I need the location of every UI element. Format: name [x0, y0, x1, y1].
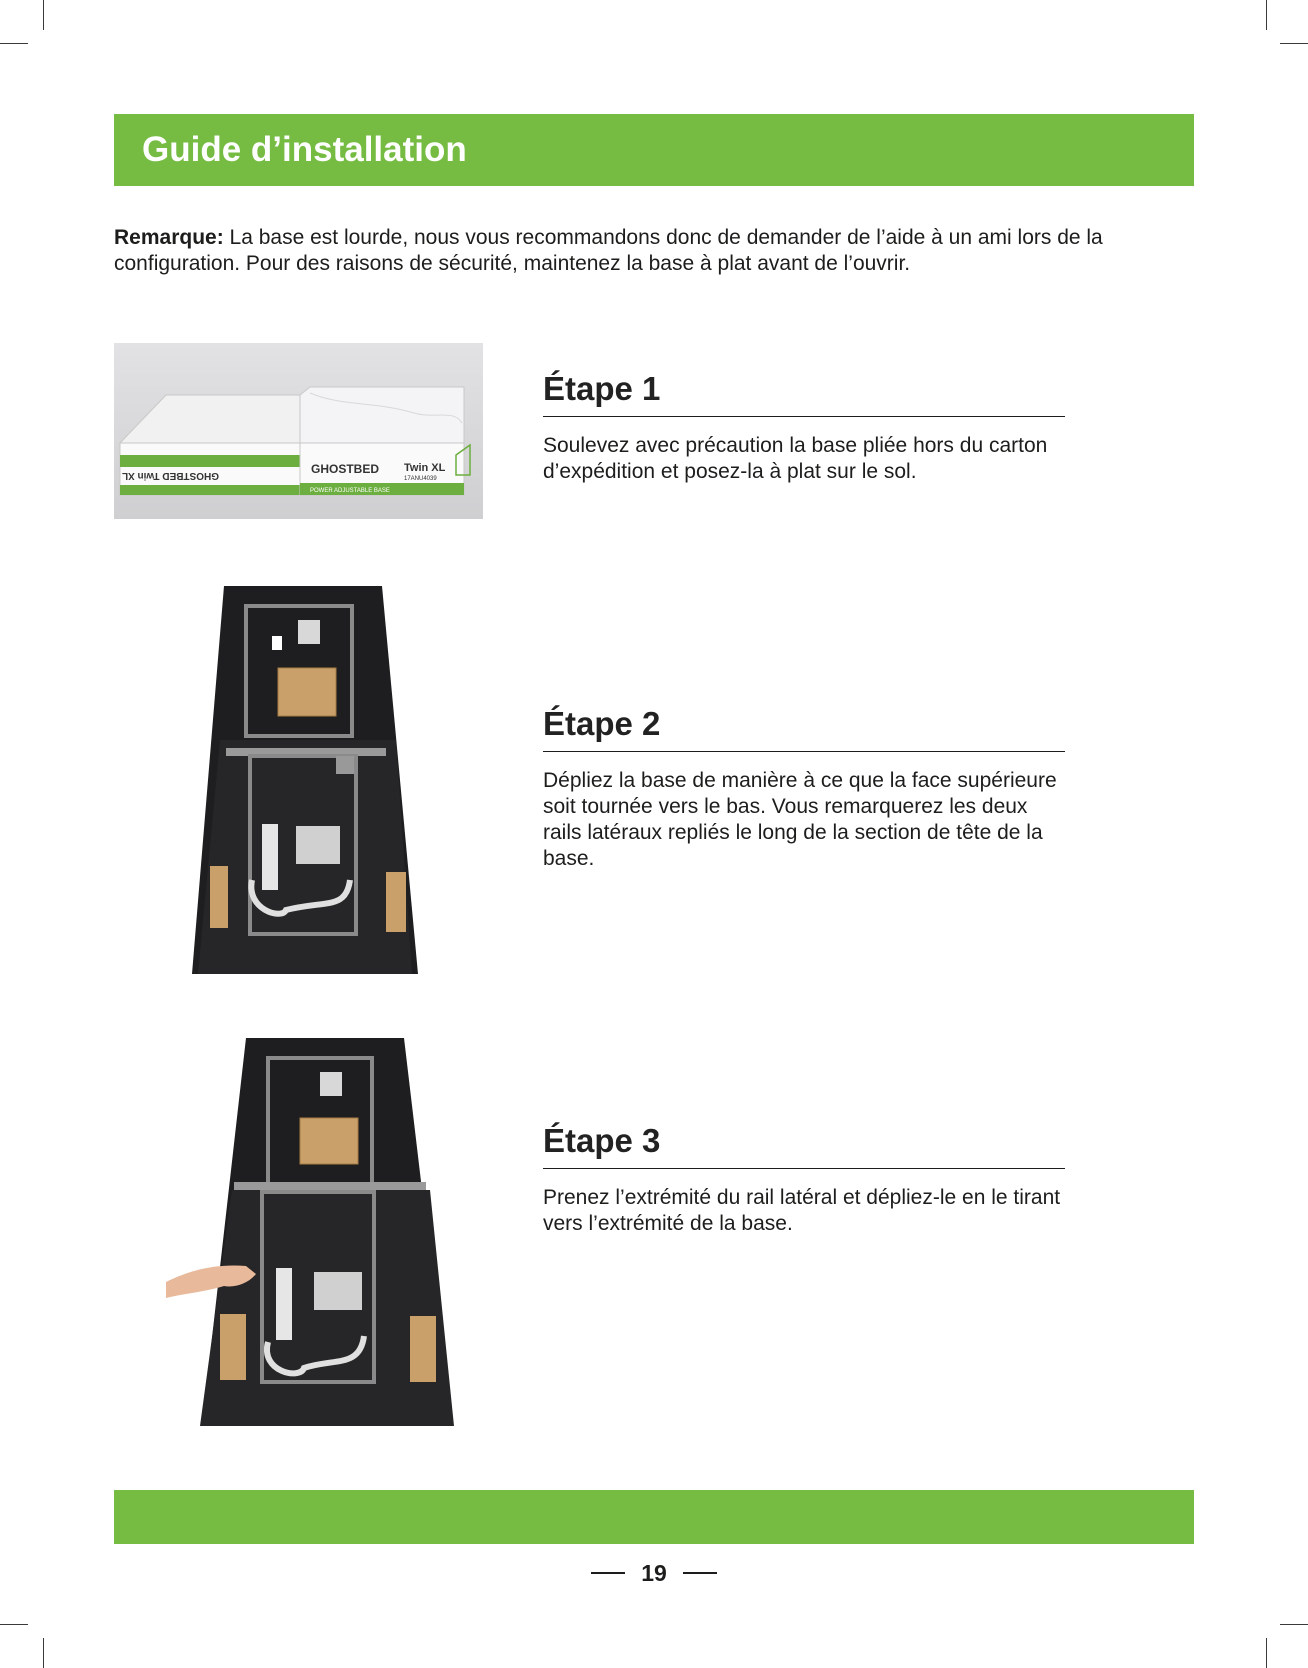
step-1-text: Soulevez avec précaution la base pliée hors du carton d’expédition et posez-la à plat sur le sol.	[543, 434, 1048, 483]
box-model: Twin XL	[404, 462, 446, 474]
footer-bar	[114, 1490, 1194, 1544]
box-code: 17ANU4039	[404, 476, 437, 482]
page-number: 19	[641, 1559, 667, 1586]
step-3-photo	[164, 1032, 460, 1434]
step-1-photo	[114, 343, 483, 519]
crop-mark	[0, 43, 28, 44]
crop-mark	[1280, 1624, 1308, 1625]
crop-mark	[1280, 43, 1308, 44]
page-number-dash	[683, 1572, 717, 1574]
crop-mark	[1266, 0, 1267, 30]
crop-mark	[1266, 1638, 1267, 1668]
note-label: Remarque:	[114, 226, 224, 249]
crop-mark	[43, 1638, 44, 1668]
step-3-title: Étape 3	[543, 1122, 1065, 1169]
step-2-title: Étape 2	[543, 705, 1065, 752]
box-caption: POWER ADJUSTABLE BASE	[310, 488, 390, 494]
note-paragraph	[114, 225, 1204, 277]
crop-mark	[0, 1624, 28, 1625]
step-2-photo	[186, 580, 436, 982]
page-number-row	[0, 1558, 1308, 1588]
step-1-title: Étape 1	[543, 370, 1065, 417]
svg-text:GHOSTBED Twin XL: GHOSTBED Twin XL	[121, 470, 219, 481]
step-3-text: Prenez l’extrémité du rail latéral et dépliez-le en le tirant vers l’extrémité de la base.	[543, 1186, 1061, 1235]
page-number-dash	[591, 1572, 625, 1574]
note-text: La base est lourde, nous vous recommandons donc de demander de l’aide à un ami lors de la configuration. Pour des raisons de sécurité, maintenez la base à plat avant de l’ouvrir.	[114, 226, 1103, 275]
header-bar	[114, 114, 1194, 186]
page-title: Guide d’installation	[142, 130, 467, 169]
box-brand: GHOSTBED	[311, 462, 380, 476]
step-2-text: Dépliez la base de manière à ce que la face supérieure soit tournée vers le bas. Vous remarquerez les deux rails latéraux repliés le long de la section de tête de la base.	[543, 769, 1057, 870]
crop-mark	[43, 0, 44, 30]
